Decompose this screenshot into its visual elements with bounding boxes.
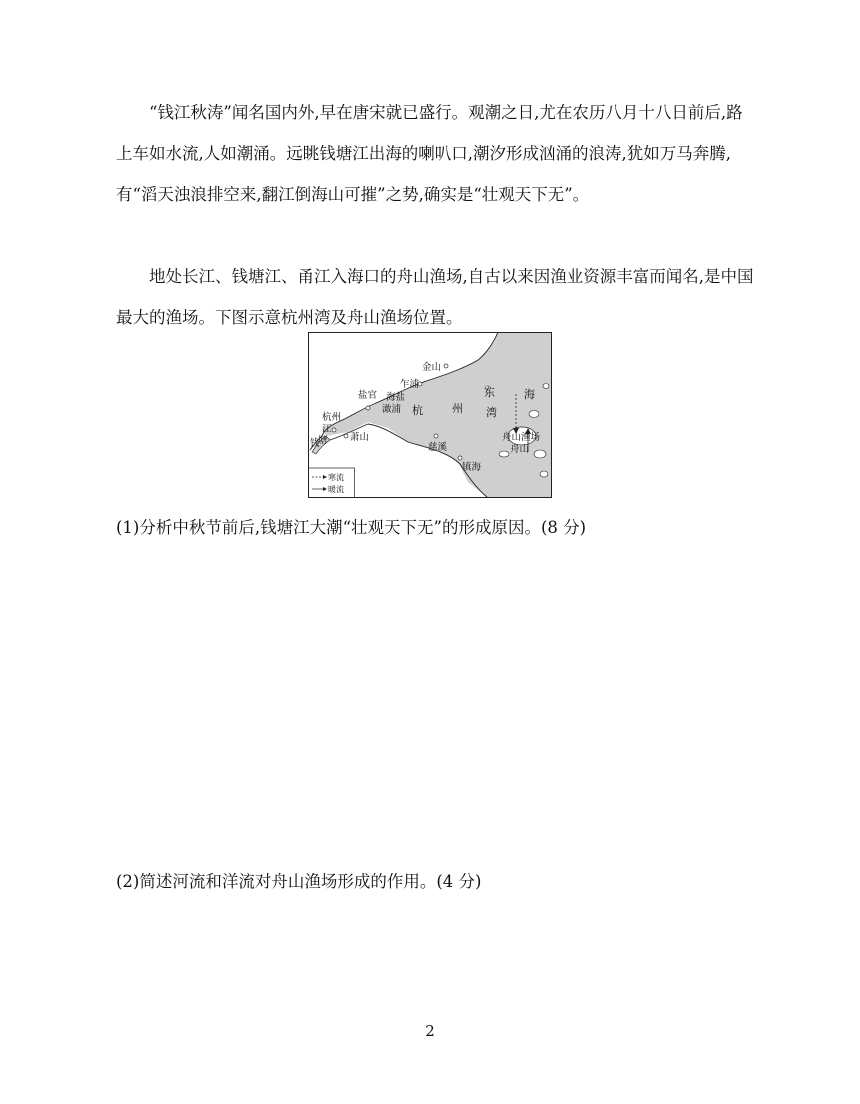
city-dot-zhenhai (458, 456, 462, 460)
label-river-qian: 钱 (310, 438, 320, 449)
label-yanguan: 盐官 (358, 390, 378, 401)
island-small-3 (499, 451, 509, 457)
hangzhou-bay-map (308, 332, 552, 498)
page-number: 2 (425, 1022, 435, 1040)
question-2: (2)简述河流和洋流对舟山渔场形成的作用。(4 分) (116, 872, 482, 891)
label-bay-zhou: 州 (452, 402, 463, 415)
island-small-2 (534, 450, 546, 458)
question-1: (1)分析中秋节前后,钱塘江大潮“壮观天下无”的形成原因。(8 分) (116, 518, 587, 537)
label-cixi: 慈溪 (428, 442, 448, 453)
sea-area (322, 332, 552, 498)
island-small-4 (543, 384, 549, 389)
label-ganpu: 澉浦 (382, 404, 402, 415)
legend-cold-label: 寒流 (328, 473, 344, 482)
label-haiyan: 海盐 (386, 392, 406, 403)
label-xiaoshan: 萧山 (350, 432, 370, 443)
city-dot-yanguan (366, 406, 370, 410)
label-bay-hang: 杭 (412, 404, 423, 417)
label-hangzhou: 杭州 (322, 412, 342, 423)
island-small-6 (540, 471, 548, 477)
label-jinshan: 金山 (422, 362, 442, 373)
label-zhenhai: 镇海 (462, 462, 482, 473)
city-dot-cixi (434, 434, 438, 438)
label-dong: 东 (484, 386, 495, 399)
fishery-paragraph: 地处长江、钱塘江、甬江入海口的舟山渔场,自古以来因渔业资源丰富而闻名,是中国最大的渔场。下图示意杭州湾及舟山渔场位置。 (116, 267, 754, 327)
label-bay-wan: 湾 (486, 406, 497, 419)
legend-warm-label: 暖流 (328, 485, 344, 494)
label-river-tang: 塘 (318, 435, 328, 446)
city-dot-hangzhou (332, 428, 336, 432)
label-hai: 海 (524, 388, 535, 401)
island-small-1 (529, 411, 539, 418)
label-zhapu: 乍浦 (400, 379, 420, 390)
label-zhoushan-fishery: 舟山渔场 (502, 432, 541, 443)
city-dot-jinshan (444, 364, 448, 368)
label-river-jiang: 江 (322, 424, 332, 435)
label-zhoushan: 舟山 (510, 444, 530, 455)
intro-paragraph: “钱江秋涛”闻名国内外,早在唐宋就已盛行。观潮之日,尤在农历八月十八日前后,路上车如水流,人如潮涌。远眺钱塘江出海的喇叭口,潮汐形成汹涌的浪涛,犹如万马奔腾,有“滔天浊浪排空来,翻江倒海山可摧”之势,确实是“壮观天下无”。 (116, 103, 743, 204)
city-dot-xiaoshan (344, 434, 348, 438)
